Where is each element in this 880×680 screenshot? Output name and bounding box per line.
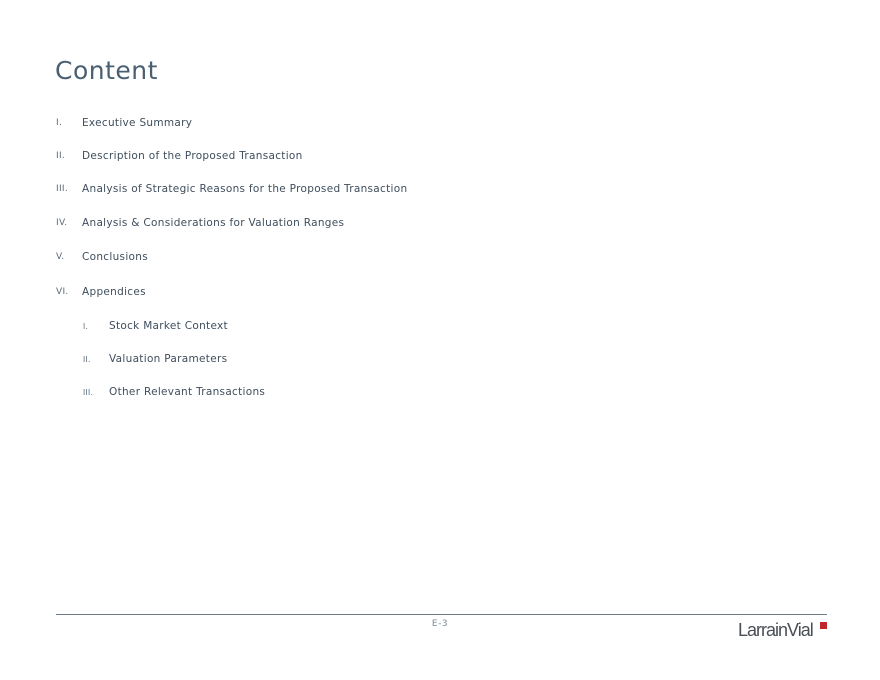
toc-number: V.: [56, 252, 65, 262]
toc-sublabel: Other Relevant Transactions: [109, 386, 266, 398]
logo-wordmark: LarrainVial: [738, 620, 813, 640]
toc-label: Analysis of Strategic Reasons for the Proposed Transaction: [82, 183, 408, 195]
toc-number: I.: [56, 118, 63, 128]
toc-subnumber: I.: [83, 322, 89, 331]
toc-number: III.: [56, 184, 69, 194]
toc-sublabel: Valuation Parameters: [109, 353, 228, 365]
toc-label: Executive Summary: [82, 117, 193, 129]
toc-label: Description of the Proposed Transaction: [82, 150, 303, 162]
toc-subnumber: II.: [83, 355, 91, 364]
toc-sublabel: Stock Market Context: [109, 320, 228, 332]
toc-number: II.: [56, 151, 66, 161]
toc-subnumber: III.: [83, 388, 94, 397]
toc-label: Appendices: [82, 286, 146, 298]
page-number: E-3: [431, 619, 449, 629]
toc-number: VI.: [56, 287, 69, 297]
footer-divider: [56, 614, 827, 615]
toc-label: Conclusions: [82, 251, 148, 263]
page-title: Content: [55, 56, 158, 85]
toc-label: Analysis & Considerations for Valuation Ranges: [82, 217, 345, 229]
toc-number: IV.: [56, 218, 68, 228]
logo-red-square-icon: [820, 622, 827, 629]
